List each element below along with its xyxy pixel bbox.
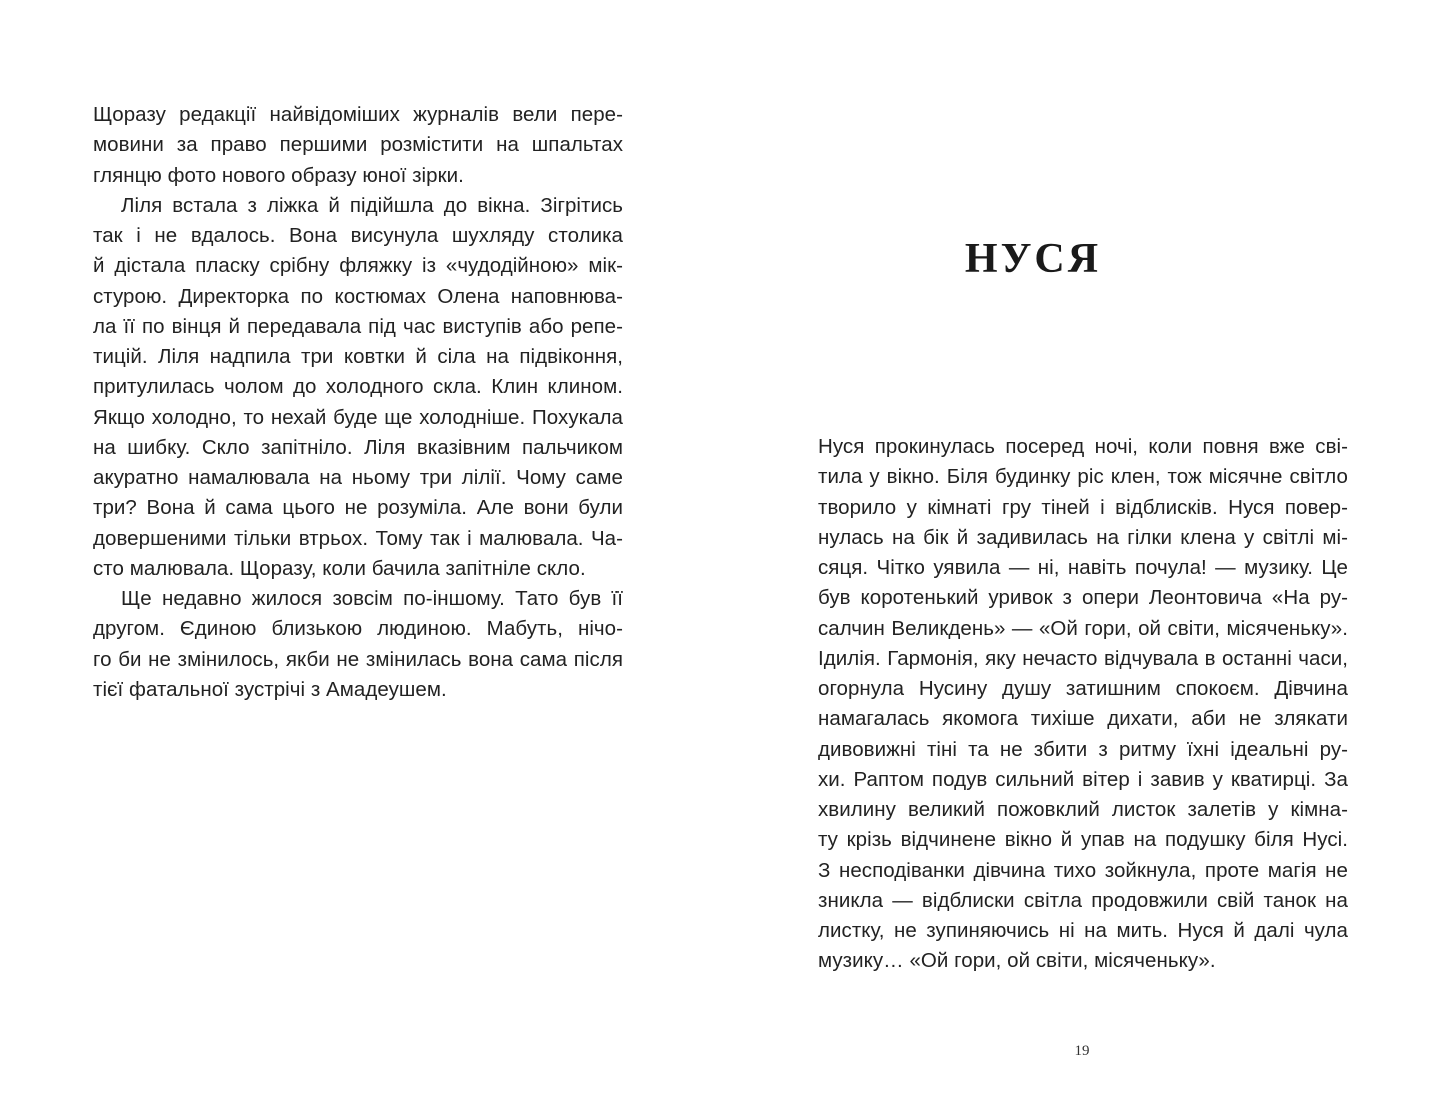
text-line: Ще недавно жилося зовсім по-іншому. Тато був її	[121, 587, 623, 610]
text-line: намагалась якомога тихіше дихати, аби не злякати	[818, 707, 1348, 731]
text-line: салчин Великдень» — «Ой гори, ой світи, місяченьку».	[818, 616, 1348, 640]
text-line: хи. Раптом подув сильний вітер і завив у кватирці. За	[818, 767, 1348, 791]
text-line: ла її по вінця й передавала під час виступів або репе-	[93, 314, 623, 338]
text-line: довершеними тільки втрьох. Тому так і малювала. Ча-	[93, 526, 623, 550]
text-line: тила у вікно. Біля будинку ріс клен, тож місячне світло	[818, 465, 1348, 489]
text-line: на шибку. Скло запітніло. Ліля вказівним пальчиком	[93, 435, 623, 459]
text-line: три? Вона й сама цього не розуміла. Але вони були	[93, 496, 623, 520]
right-page-body-text	[818, 432, 1348, 977]
text-line: тієї фатальної зустрічі з Амадеушем.	[93, 677, 447, 701]
text-line: творило у кімнаті гру тіней і відблисків. Нуся повер-	[818, 495, 1348, 519]
text-line: Якщо холодно, то нехай буде ще холодніше. Похукала	[93, 405, 623, 429]
text-line: стурою. Директорка по костюмах Олена наповнюва-	[93, 284, 623, 308]
left-page-body-text	[93, 100, 623, 705]
text-line: листку, не зупиняючись ні на мить. Нуся й далі чула	[818, 919, 1348, 942]
text-line: другом. Єдиною близькою людиною. Мабуть, нічо-	[93, 617, 623, 641]
text-line: сто малювала. Щоразу, коли бачила запітніле скло.	[93, 556, 586, 580]
text-line: притулилась чолом до холодного скла. Клин клином.	[93, 375, 623, 399]
chapter-title: НУСЯ	[964, 236, 1102, 282]
text-line: З несподіванки дівчина тихо зойкнула, проте магія не	[818, 858, 1348, 882]
text-line: Ідилія. Гармонія, яку нечасто відчувала в останні часи,	[818, 646, 1348, 670]
text-line: музику… «Ой гори, ой світи, місяченьку».	[818, 949, 1216, 973]
text-line: мовини за право першими розмістити на шпальтах	[93, 133, 623, 157]
text-line: Ліля встала з ліжка й підійшла до вікна. Зігрітись	[121, 193, 623, 217]
text-line: Щоразу редакції найвідоміших журналів вели пере-	[93, 103, 623, 126]
text-line: нулась на бік й задивилась на гілки клена у світлі мі-	[818, 525, 1348, 549]
text-line: хвилину великий пожовклий листок залетів у кімна-	[818, 798, 1348, 821]
page-number: 19	[1074, 1043, 1090, 1059]
text-line: зникла — відблиски світла продовжили свій танок на	[818, 888, 1348, 912]
text-line: так і не вдалось. Вона висунула шухляду столика	[93, 224, 623, 247]
text-line: дивовижні тіні та не збити з ритму їхні ідеальні ру-	[818, 737, 1348, 761]
text-line: глянцю фото нового образу юної зірки.	[93, 163, 464, 187]
text-line: го би не змінилось, якби не змінилась вона сама після	[93, 647, 623, 671]
text-line: сяця. Чітко уявила — ні, навіть почула! — музику. Це	[818, 556, 1348, 579]
text-line: Нуся прокинулась посеред ночі, коли повня вже сві-	[818, 435, 1348, 458]
text-line: ту крізь відчинене вікно й упав на подушку біля Нусі.	[818, 828, 1348, 852]
text-line: й дістала пласку срібну фляжку із «чудодійною» мік-	[93, 254, 623, 278]
text-line: акуратно намалювала на ньому три лілії. Чому саме	[93, 466, 623, 489]
text-line: тицій. Ліля надпила три ковтки й сіла на підвіконня,	[93, 345, 623, 368]
text-line: був коротенький уривок з опери Леонтовича «На ру-	[818, 586, 1348, 610]
text-line: огорнула Нусину душу затишним спокоєм. Дівчина	[818, 677, 1348, 700]
